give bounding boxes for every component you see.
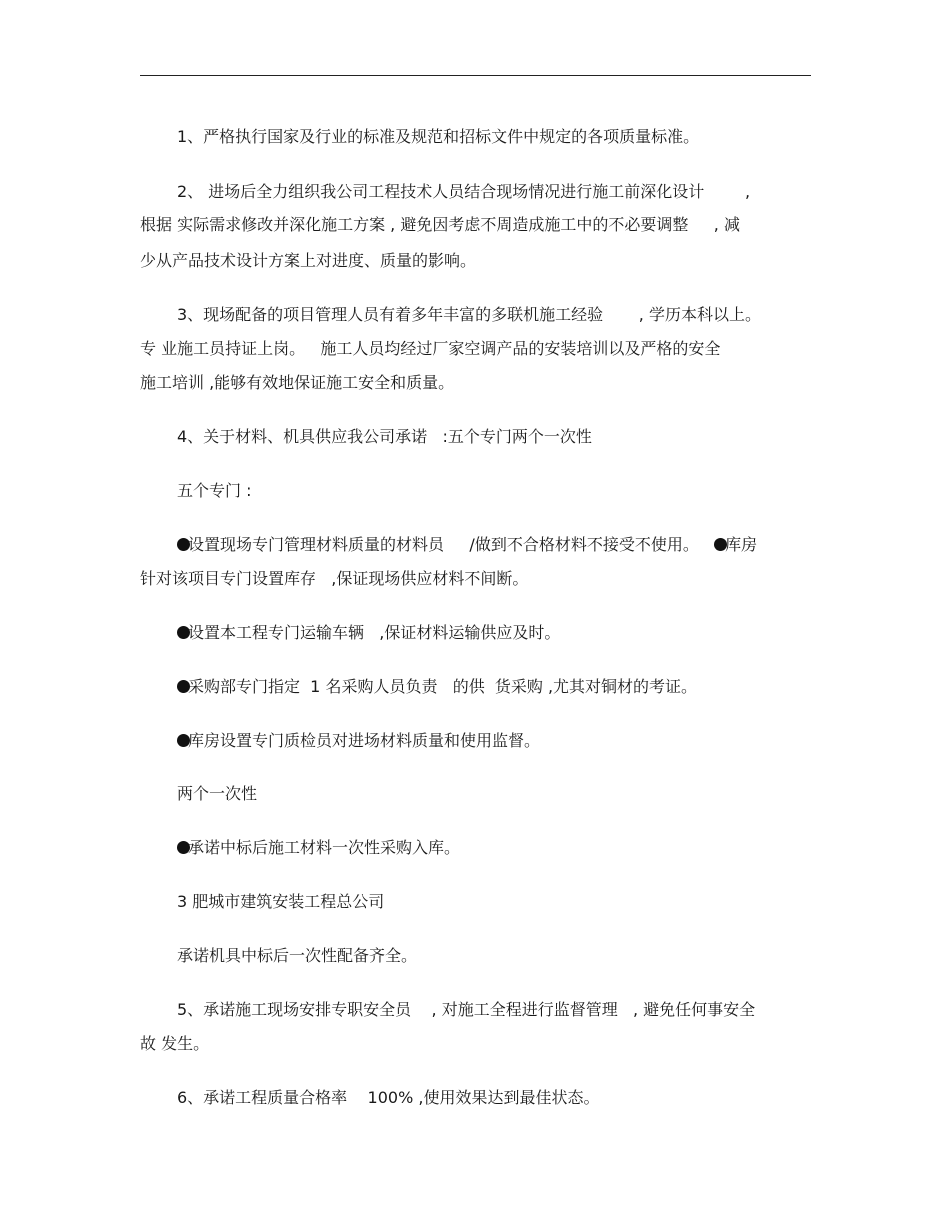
paragraph-3-line-3: 施工培训 ,能够有效地保证施工安全和质量。 bbox=[140, 373, 455, 392]
bullet-item-5 bbox=[177, 838, 460, 858]
machinery-line: 承诺机具中标后一次性配备齐全。 bbox=[177, 946, 418, 965]
paragraph-2-line-2: 根据 实际需求修改并深化施工方案 , 避免因考虑不周造成施工中的不必要调整 , 减 bbox=[140, 215, 740, 234]
paragraph-5-line-2: 故 发生。 bbox=[140, 1034, 210, 1053]
two-heading: 两个一次性 bbox=[177, 784, 258, 803]
company-line: 3 肥城市建筑安装工程总公司 bbox=[177, 892, 385, 911]
paragraph-5-line-1: 5、承诺施工现场安排专职安全员 , 对施工全程进行监督管理 , 避免任何事安全 bbox=[177, 1000, 756, 1019]
paragraph-3-line-1: 3、现场配备的项目管理人员有着多年丰富的多联机施工经验 , 学历本科以上。 bbox=[177, 305, 761, 324]
bullet-item-2 bbox=[177, 623, 560, 643]
paragraph-1-line-1: 1、严格执行国家及行业的标准及规范和招标文件中规定的各项质量标准。 bbox=[177, 127, 700, 146]
bullet-item-2-text: 设置本工程专门运输车辆 ,保证材料运输供应及时。 bbox=[188, 623, 561, 642]
bullet-item-1-line-2: 针对该项目专门设置库存 ,保证现场供应材料不间断。 bbox=[140, 569, 529, 588]
bullet-item-1-text: 设置现场专门管理材料质量的材料员 /做到不合格材料不接受不使用。 bbox=[188, 535, 715, 554]
paragraph-3-line-2: 专 业施工员持证上岗。 施工人员均经过厂家空调产品的安装培训以及严格的安全 bbox=[140, 339, 721, 358]
paragraph-4-line-1: 4、关于材料、机具供应我公司承诺 :五个专门两个一次性 bbox=[177, 427, 592, 446]
bullet-item-5-text: 承诺中标后施工材料一次性采购入库。 bbox=[188, 838, 461, 857]
bullet-item-3-text: 采购部专门指定 1 名采购人员负责 的供 货采购 ,尤其对铜材的考证。 bbox=[188, 677, 698, 696]
paragraph-2-line-3: 少从产品技术设计方案上对进度、质量的影响。 bbox=[140, 251, 477, 270]
five-heading: 五个专门 : bbox=[177, 481, 252, 500]
bullet-item-4-text: 库房设置专门质检员对进场材料质量和使用监督。 bbox=[188, 731, 541, 750]
header-rule bbox=[140, 75, 811, 76]
bullet-item-4 bbox=[177, 731, 540, 751]
paragraph-6-line-1: 6、承诺工程质量合格率 100% ,使用效果达到最佳状态。 bbox=[177, 1088, 600, 1107]
paragraph-2-line-1: 2、 进场后全力组织我公司工程技术人员结合现场情况进行施工前深化设计 , bbox=[177, 182, 751, 201]
bullet-item-3 bbox=[177, 677, 697, 697]
bullet-item-1-text-b: 库房 bbox=[725, 535, 758, 554]
bullet-item-1 bbox=[177, 535, 757, 555]
